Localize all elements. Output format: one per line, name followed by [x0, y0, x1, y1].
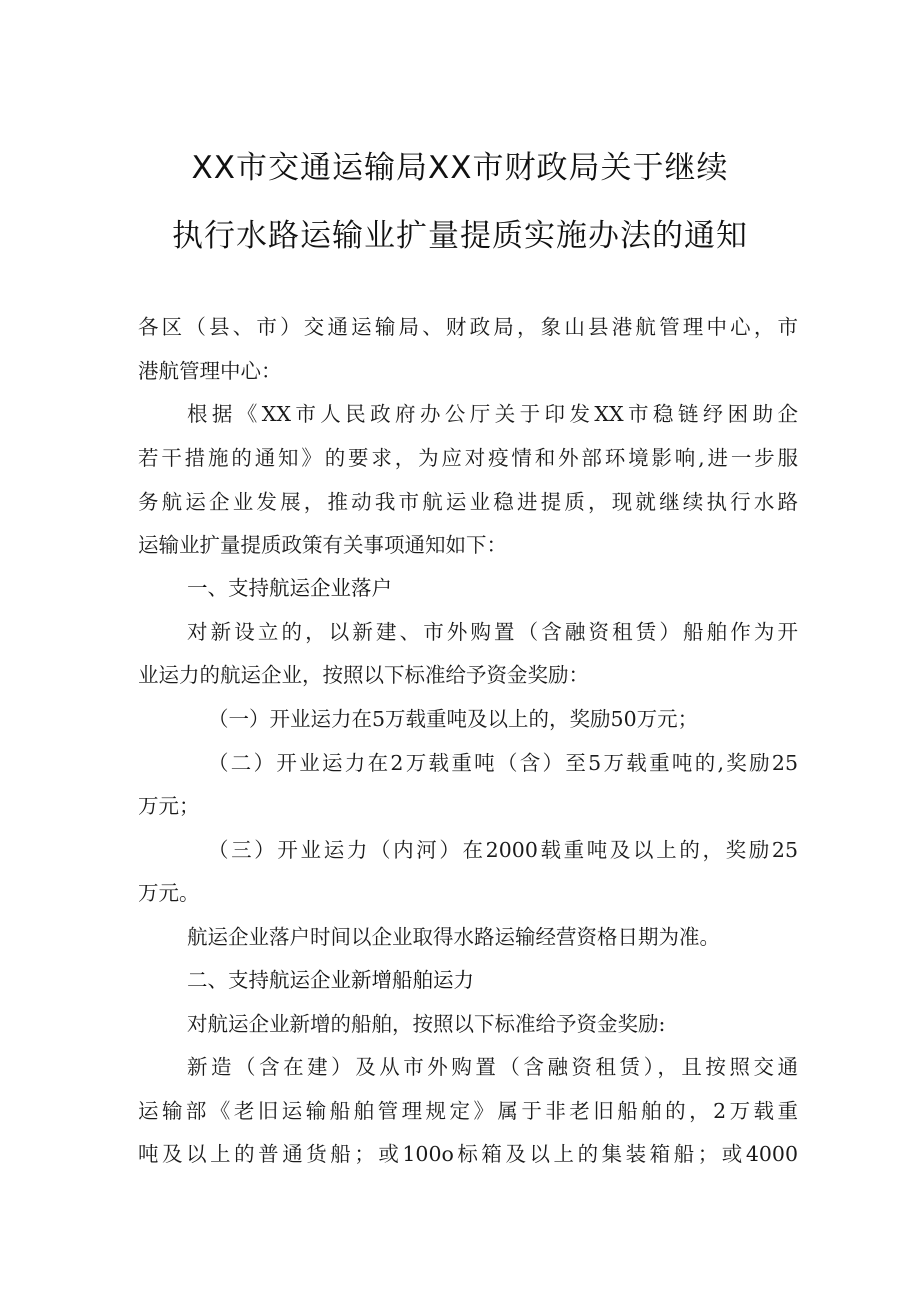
section-1-item-3-line-1: （三）开业运力（内河）在2000载重吨及以上的，奖励25 [208, 838, 798, 862]
intro-line-4: 运输业扩量提质政策有关事项通知如下： [138, 533, 507, 557]
section-1-para-line-2: 业运力的航运企业，按照以下标准给予资金奖励： [138, 663, 589, 687]
section-1-heading: 一、支持航运企业落户 [187, 576, 392, 600]
section-2-para-1: 对航运企业新增的船舶，按照以下标准给予资金奖励: [187, 1012, 666, 1036]
section-1-item-3-line-2: 万元。 [138, 881, 200, 905]
document-title-line-1: XX市交通运输局XX市财政局关于继续 [191, 150, 729, 186]
section-1-item-2-line-2: 万元； [138, 794, 200, 818]
section-1-item-1: （一）开业运力在5万载重吨及以上的，奖励50万元； [208, 707, 699, 731]
section-1-note: 航运企业落户时间以企业取得水路运输经营资格日期为准。 [187, 925, 720, 949]
section-1-para-line-1: 对新设立的，以新建、市外购置（含融资租赁）船舶作为开 [187, 620, 798, 644]
addressee-line-2: 港航管理中心： [138, 359, 282, 383]
addressee-line-1: 各区（县、市）交通运输局、财政局，象山县港航管理中心，市 [138, 315, 798, 339]
intro-line-3: 务航运企业发展，推动我市航运业稳进提质，现就继续执行水路 [138, 490, 798, 514]
document-title-line-2: 执行水路运输业扩量提质实施办法的通知 [172, 218, 748, 254]
intro-line-1: 根据《XX市人民政府办公厅关于印发XX市稳链纾困助企 [187, 402, 798, 426]
section-1-item-2-line-1: （二）开业运力在2万载重吨（含）至5万载重吨的,奖励25 [208, 751, 798, 775]
section-2-para-2-line-1: 新造（含在建）及从市外购置（含融资租赁），且按照交通 [187, 1055, 798, 1079]
intro-line-2: 若干措施的通知》的要求，为应对疫情和外部环境影响,进一步服 [138, 446, 798, 470]
section-2-para-2-line-3: 吨及以上的普通货船；或100o标箱及以上的集装箱船；或4000 [138, 1142, 798, 1166]
section-2-para-2-line-2: 运输部《老旧运输船舶管理规定》属于非老旧船舶的，2万载重 [138, 1099, 798, 1123]
section-2-heading: 二、支持航运企业新增船舶运力 [187, 968, 474, 992]
